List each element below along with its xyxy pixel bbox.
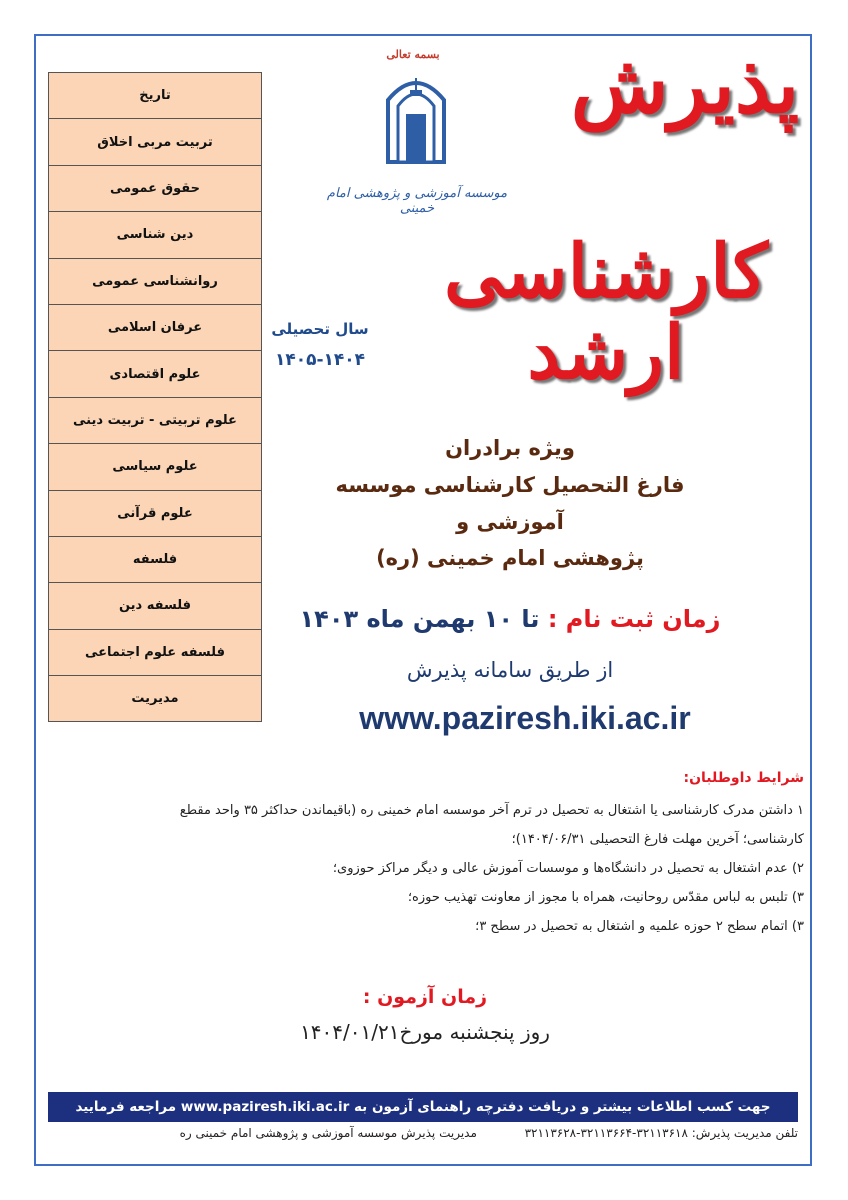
table-row	[49, 629, 262, 675]
audience-line: فارغ التحصیل کارشناسی موسسه آموزشی و	[335, 472, 685, 534]
field-cell: فلسفه علوم اجتماعی	[49, 629, 262, 675]
besm-calligraphy: بسمه تعالی	[386, 48, 440, 61]
field-cell: علوم سیاسی	[49, 444, 262, 490]
field-cell: علوم قرآنی	[49, 490, 262, 536]
field-cell: روانشناسی عمومی	[49, 258, 262, 304]
table-row	[49, 536, 262, 582]
phone-numbers: تلفن مدیریت پذیرش: ۳۲۱۱۳۶۱۸-۳۲۱۱۳۶۶۴-۳۲۱۱۳۶۲۸	[524, 1126, 798, 1140]
table-row	[49, 165, 262, 211]
field-cell: تربیت مربی اخلاق	[49, 119, 262, 165]
table-row	[49, 304, 262, 350]
conditions-list	[42, 796, 804, 941]
institute-name: موسسه آموزشی و پژوهشی امام خمینی	[326, 186, 508, 216]
academic-year-value: ۱۴۰۵-۱۴۰۴	[274, 350, 366, 370]
table-row	[49, 119, 262, 165]
registration-label: زمان ثبت نام :	[547, 605, 721, 633]
list-item: ۳) اتمام سطح ۲ حوزه علمیه و اشتغال به تحصیل در سطح ۳؛	[475, 919, 804, 934]
list-item: ۱ داشتن مدرک کارشناسی یا اشتغال به تحصیل در ترم آخر موسسه امام خمینی ره (باقیماندن حداکثر ۳۵ واحد مقطع	[179, 803, 804, 818]
field-cell: حقوق عمومی	[49, 165, 262, 211]
table-row	[49, 212, 262, 258]
audience-line: پژوهشی امام خمینی (ره)	[376, 546, 644, 571]
audience-block	[290, 430, 730, 577]
table-row	[49, 444, 262, 490]
website-link[interactable]: www.paziresh.iki.ac.ir	[359, 700, 691, 736]
headline-admission: پذیرش	[570, 37, 800, 131]
exam-date: روز پنجشنبه مورخ۱۴۰۴/۰۱/۲۱	[300, 1020, 550, 1044]
info-bar: جهت کسب اطلاعات بیشتر و دریافت دفترچه راهنمای آزمون به www.paziresh.iki.ac.ir مراجعه فرمایید	[48, 1092, 798, 1122]
list-item: ۲) عدم اشتغال به تحصیل در دانشگاه‌ها و موسسات آموزش عالی و دیگر مراکز حوزوی؛	[332, 861, 804, 876]
field-cell: عرفان اسلامی	[49, 304, 262, 350]
table-row	[49, 490, 262, 536]
list-item: ۳) تلبس به لباس مقدّس روحانیت، همراه با مجوز از معاونت تهذیب حوزه؛	[407, 890, 804, 905]
exam-title: زمان آزمون :	[362, 986, 488, 1008]
fields-table	[48, 72, 262, 722]
table-row	[49, 676, 262, 722]
field-cell: فلسفه دین	[49, 583, 262, 629]
audience-line: ویژه برادران	[445, 436, 575, 460]
conditions-title: شرایط داوطلبان:	[683, 770, 804, 786]
office-name: مدیریت پذیرش موسسه آموزشی و پژوهشی امام خمینی ره	[179, 1126, 477, 1140]
field-cell: فلسفه	[49, 536, 262, 582]
registration-via: از طریق سامانه پذیرش	[406, 658, 614, 682]
contact-line	[48, 1126, 798, 1140]
field-cell: تاریخ	[49, 73, 262, 119]
headline-masters: کارشناسی ارشد	[443, 229, 769, 397]
table-row	[49, 397, 262, 443]
institute-logo-icon	[380, 70, 452, 166]
field-cell: علوم تربیتی - تربیت دینی	[49, 397, 262, 443]
academic-year-label: سال تحصیلی	[271, 320, 369, 338]
list-item: کارشناسی؛ آخرین مهلت فارغ التحصیلی ۱۴۰۴/۰۶/۳۱)؛	[511, 832, 804, 847]
field-cell: دین شناسی	[49, 212, 262, 258]
table-row	[49, 73, 262, 119]
registration-value: تا ۱۰ بهمن ماه ۱۴۰۳	[299, 605, 540, 633]
registration-time	[270, 605, 750, 633]
field-cell: مدیریت	[49, 676, 262, 722]
table-row	[49, 583, 262, 629]
field-cell: علوم اقتصادی	[49, 351, 262, 397]
table-row	[49, 351, 262, 397]
table-row	[49, 258, 262, 304]
